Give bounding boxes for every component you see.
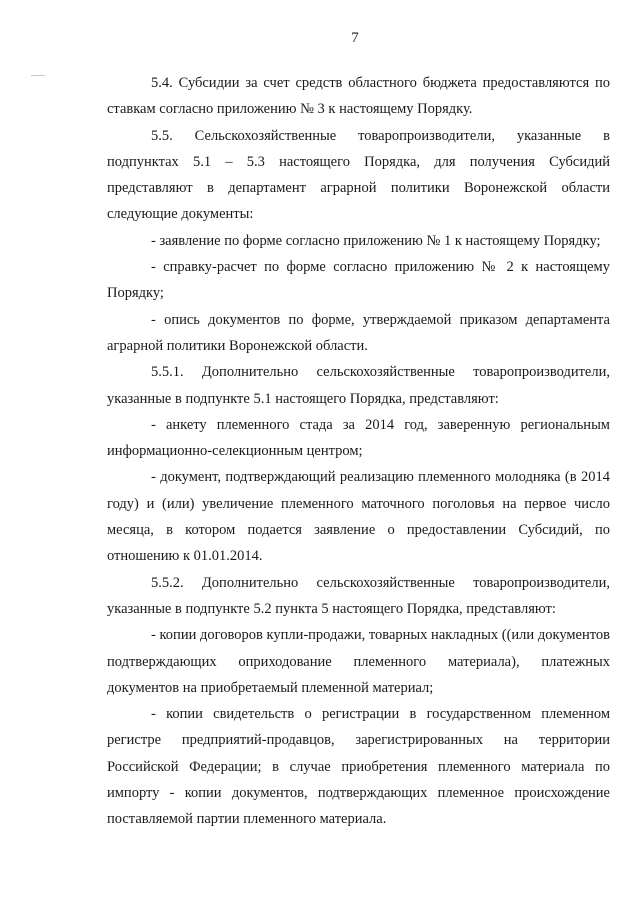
page-number: 7 [351,30,359,46]
paragraph-5-5-2: 5.5.2. Дополнительно сельскохозяйственные товаропроизводители, указанные в подпункте 5.2 пункта 5 настоящего Порядка, представляют: [107,574,610,617]
list-item: - копии свидетельств о регистрации в государственном племенном регистре предприятий-продавцов, зарегистрированных на территории Российской Федерации; в случае приобретения племенного материала по импорту - копии документов, подтверждающих племенное происхождение поставляемой партии племенного материала. [107,706,610,828]
document-body [107,70,610,833]
list-item: - опись документов по форме, утверждаемой приказом департамента аграрной политики Воронежской области. [107,311,610,354]
list-item: - анкету племенного стада за 2014 год, заверенную региональным информационно-селекционным центром; [107,416,610,460]
paragraph-5-4: 5.4. Субсидии за счет средств областного бюджета предоставляются по ставкам согласно приложению № 3 к настоящему Порядку. [107,75,610,118]
list-item: - справку-расчет по форме согласно приложению № 2 к настоящему Порядку; [107,259,610,302]
paragraph-5-5: 5.5. Сельскохозяйственные товаропроизводители, указанные в подпунктах 5.1 – 5.3 настоящего Порядка, для получения Субсидий представляют в департамент аграрной политики Воронежской области следующие документы: [107,127,610,223]
list-item: - документ, подтверждающий реализацию племенного молодняка (в 2014 году) и (или) увеличение племенного маточного поголовья на первое число месяца, в котором подается заявление о предоставлении Субсидий, по отношению к 01.01.2014. [107,469,610,565]
margin-mark [31,75,45,76]
list-item: - копии договоров купли-продажи, товарных накладных ((или документов подтверждающих оприходование племенного материала), платежных документов на приобретаемый племенной материал; [107,627,610,696]
paragraph-5-5-1: 5.5.1. Дополнительно сельскохозяйственные товаропроизводители, указанные в подпункте 5.1 настоящего Порядка, представляют: [107,364,610,407]
list-item: - заявление по форме согласно приложению № 1 к настоящему Порядку; [151,232,601,249]
